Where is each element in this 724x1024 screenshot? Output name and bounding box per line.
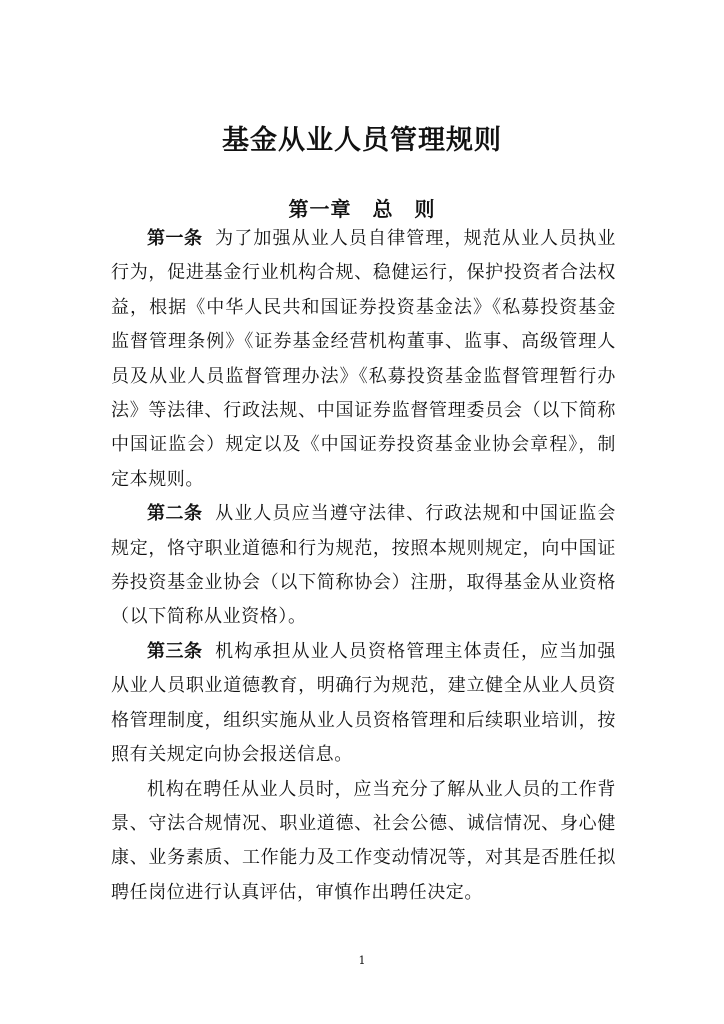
article-1-label: 第一条	[147, 228, 203, 249]
page-number: 1	[358, 954, 366, 967]
article-3-continuation-paragraph	[111, 773, 616, 911]
article-2-text: 从业人员应当遵守法律、行政法规和中国证监会规定，恪守职业道德和行为规范，按照本规则规定，向中国证券投资基金业协会（以下简称协会）注册，取得基金从业资格（以下简称从业资格）。	[111, 503, 616, 628]
article-1-paragraph	[111, 222, 616, 497]
article-3-continuation-text: 机构在聘任从业人员时，应当充分了解从业人员的工作背景、守法合规情况、职业道德、社会公德、诚信情况、身心健康、业务素质、工作能力及工作变动情况等，对其是否胜任拟聘任岗位进行认真评估，审慎作出聘任决定。	[111, 778, 616, 903]
article-2-paragraph	[111, 497, 616, 635]
article-3-text: 机构承担从业人员资格管理主体责任，应当加强从业人员职业道德教育，明确行为规范，建立健全从业人员资格管理制度，组织实施从业人员资格管理和后续职业培训，按照有关规定向协会报送信息。	[111, 640, 616, 766]
article-1-text: 为了加强从业人员自律管理，规范从业人员执业行为，促进基金行业机构合规、稳健运行，保护投资者合法权益，根据《中华人民共和国证券投资基金法》《私募投资基金监督管理条例》《证券基金经营机构董事、监事、高级管理人员及从业人员监督管理办法》《私募投资基金监督管理暂行办法》等法律、行政法规、中国证券监督管理委员会（以下简称中国证监会）规定以及《中国证券投资基金业协会章程》，制定本规则。	[111, 228, 616, 490]
document-title: 基金从业人员管理规则	[222, 125, 502, 156]
article-3-label: 第三条	[147, 640, 203, 662]
article-3-paragraph	[111, 635, 616, 773]
chapter-heading: 第一章 总 则	[288, 197, 436, 221]
document-body	[111, 222, 616, 910]
article-2-label: 第二条	[147, 503, 203, 525]
